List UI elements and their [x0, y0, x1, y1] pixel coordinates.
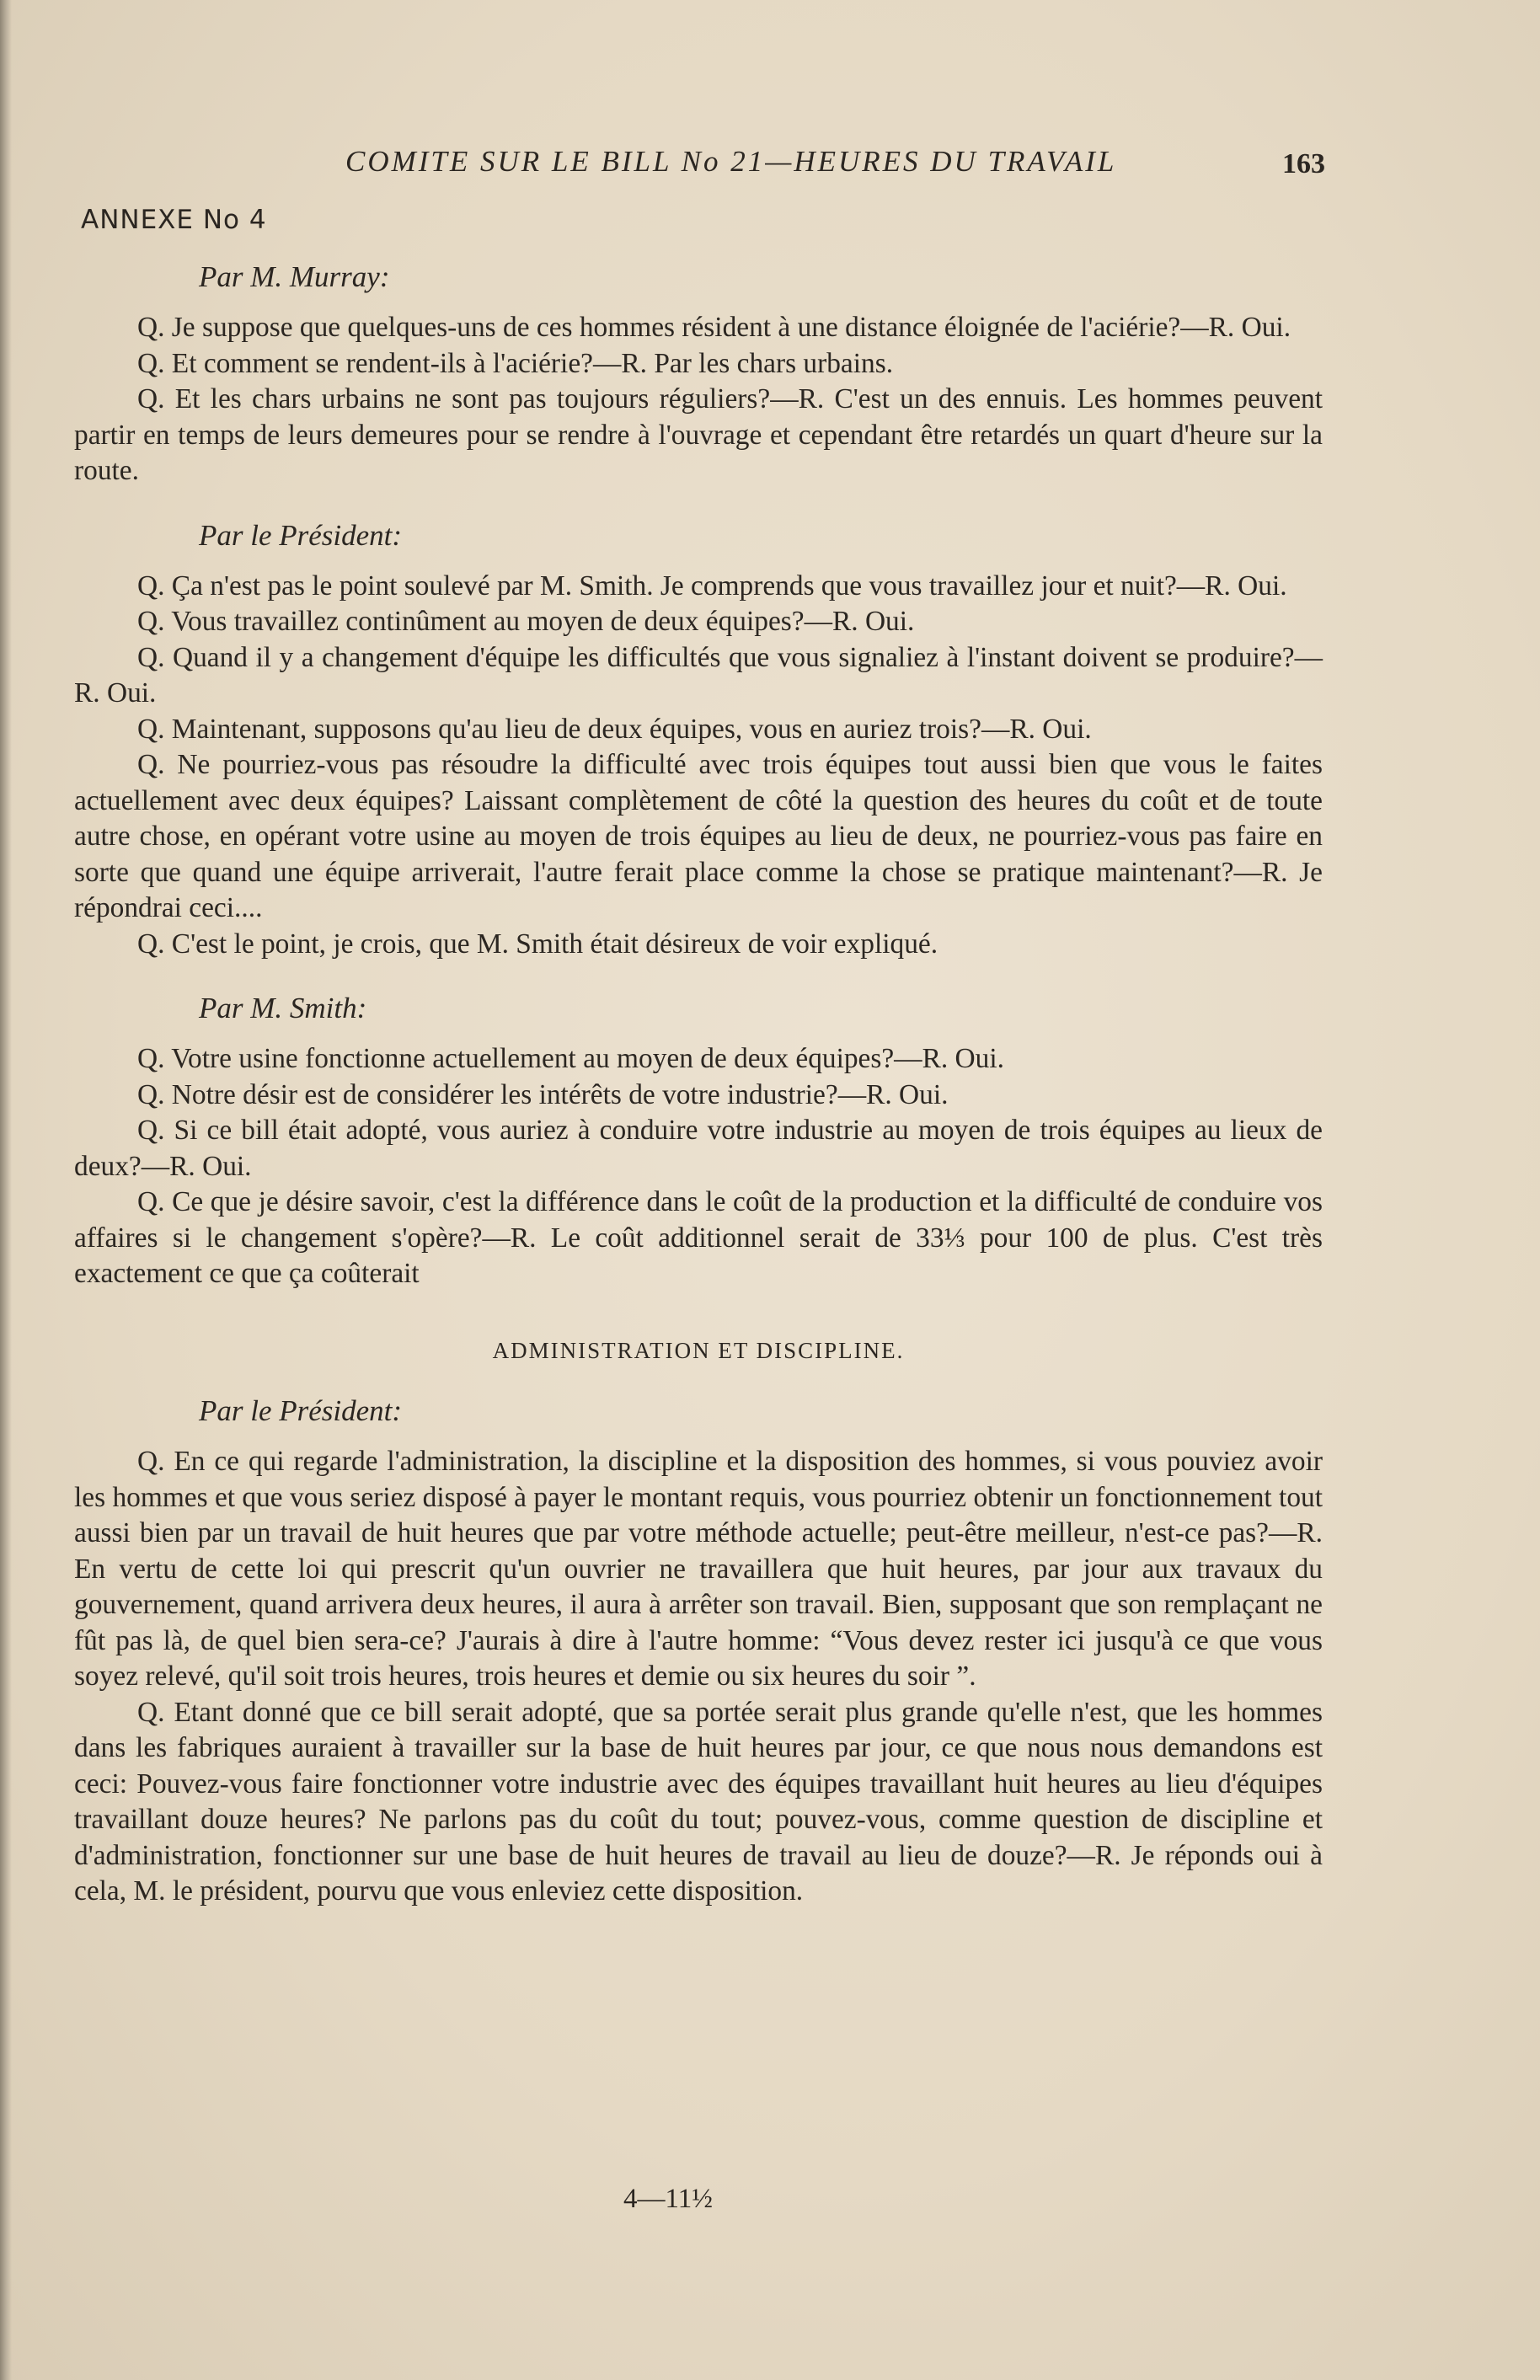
running-head: COMITE SUR LE BILL No 21—HEURES DU TRAVAIL	[345, 145, 1117, 178]
paragraph: Q. Si ce bill était adopté, vous auriez à conduire votre industrie au moyen de trois équipes au lieux de deux?—R. Oui.	[74, 1115, 1323, 1182]
section-gap	[74, 489, 1323, 518]
paragraph: Q. Vous travaillez continûment au moyen de deux équipes?—R. Oui.	[137, 606, 915, 637]
paragraph: Q. Et les chars urbains ne sont pas toujours réguliers?—R. C'est un des ennuis. Les hommes peuvent partir en temps de leurs demeures pour se rendre à l'ouvrage et cependant être retardés un quart d'heure sur la route.	[74, 383, 1323, 486]
paragraph: Q. Et comment se rendent-ils à l'aciérie?—R. Par les chars urbains.	[137, 347, 894, 379]
page-edge-shadow	[0, 0, 12, 2380]
paragraph: Q. En ce qui regarde l'administration, la discipline et la disposition des hommes, si vous pouviez avoir les hommes et que vous seriez disposé à payer le montant requis, vous pourriez obtenir un fonctionnement tout aussi bien par un travail de huit heures que par votre méthode actuelle; peut-être meilleur, n'est-ce pas?—R. En vertu de cette loi qui prescrit qu'un ouvrier ne travaillera que huit heures, par jour aux travaux du gouvernement, quand arrivera deux heures, il aura à arrêter son travail. Bien, supposant que son remplaçant ne fût pas là, de quel bien sera-ce? J'aurais à dire à l'autre homme: “Vous devez rester ici jusqu'à ce que vous soyez relevé, qu'il soit trois heures, trois heures et demie ou six heures du soir ”.	[74, 1446, 1323, 1692]
paragraph: Q. Votre usine fonctionne actuellement au moyen de deux équipes?—R. Oui.	[137, 1043, 1004, 1074]
paragraph: Q. Quand il y a changement d'équipe les difficultés que vous signaliez à l'instant doivent se produire?—R. Oui.	[74, 641, 1323, 709]
paragraph: Q. Ça n'est pas le point soulevé par M. Smith. Je comprends que vous travaillez jour et nuit?—R. Oui.	[137, 570, 1287, 602]
speaker-heading: Par M. Murray:	[199, 260, 390, 293]
section-gap	[74, 962, 1323, 991]
speaker-heading: Par le Président:	[199, 1394, 403, 1427]
page-number: 163	[1282, 148, 1325, 179]
paragraph: Q. Etant donné que ce bill serait adopté, que sa portée serait plus grande qu'elle n'est, que les hommes dans les fabriques auraient à travailler sur la base de huit heures par jour, ce que nous nous demandons est ceci: Pouvez-vous faire fonctionner votre industrie avec des équipes travaillant huit heures au lieu d'équipes travaillant douze heures? Ne parlons pas du coût du tout; pouvez-vous, comme question de discipline et d'administration, fonctionner sur une base de huit heures de travail au lieu de douze?—R. Je réponds oui à cela, M. le président, pourvu que vous enleviez cette disposition.	[74, 1696, 1323, 1907]
speaker-heading: Par M. Smith:	[199, 992, 367, 1024]
paragraph: Q. Ne pourriez-vous pas résoudre la difficulté avec trois équipes tout aussi bien que vous le faites actuellement avec deux équipes? Laissant complètement de côté la question des heures du coût et de toute autre chose, en opérant votre usine au moyen de trois équipes au lieu de deux, ne pourriez-vous pas faire en sorte que quand une équipe arriverait, l'autre ferait place comme la chose se pratique maintenant?—R. Je répondrai ceci....	[74, 749, 1323, 923]
signature-mark: 4—11½	[623, 2184, 714, 2214]
document-body	[74, 251, 1323, 1910]
paragraph: Q. C'est le point, je crois, que M. Smith était désireux de voir expliqué.	[137, 928, 938, 960]
paragraph: Q. Maintenant, supposons qu'au lieu de deux équipes, vous en auriez trois?—R. Oui.	[137, 713, 1092, 745]
paragraph: Q. Ce que je désire savoir, c'est la différence dans le coût de la production et la difficulté de conduire vos affaires si le changement s'opère?—R. Le coût additionnel serait de 33⅓ pour 100 de plus. C'est très exactement ce que ça coûterait	[74, 1186, 1323, 1289]
paragraph: Q. Je suppose que quelques-uns de ces hommes résident à une distance éloignée de l'aciérie?—R. Oui.	[137, 312, 1291, 343]
paragraph: Q. Notre désir est de considérer les intérêts de votre industrie?—R. Oui.	[137, 1078, 949, 1110]
annex-label: ANNEXE No 4	[81, 205, 267, 235]
section-title: ADMINISTRATION ET DISCIPLINE.	[492, 1337, 905, 1363]
speaker-heading: Par le Président:	[199, 518, 403, 552]
